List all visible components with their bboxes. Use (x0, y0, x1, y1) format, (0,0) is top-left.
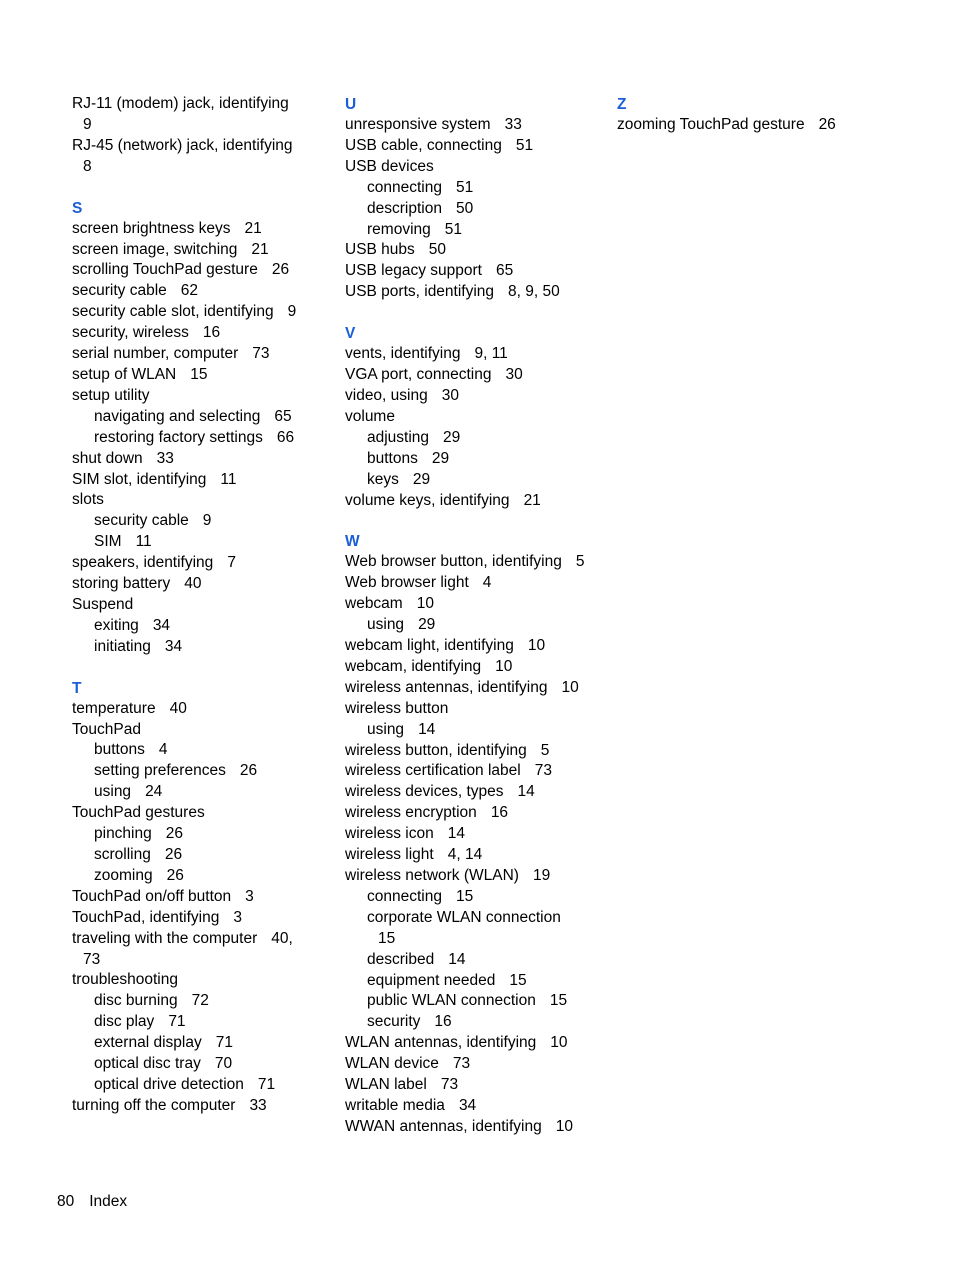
index-subentry (72, 1075, 312, 1096)
entry-term: USB ports, identifying (345, 283, 495, 301)
index-entry (72, 302, 312, 323)
entry-page-link[interactable]: 51 (444, 220, 462, 238)
entry-page-link[interactable]: 11 (220, 470, 237, 488)
entry-page-link[interactable]: 9 (202, 512, 212, 530)
entry-term: corporate WLAN connection (367, 908, 561, 926)
index-entry (72, 720, 312, 741)
entry-page-link[interactable]: 15 (549, 992, 568, 1010)
entry-term: TouchPad (72, 720, 141, 738)
entry-page-link[interactable]: 3 (233, 908, 242, 926)
entry-page-link[interactable]: 26 (239, 762, 258, 780)
entry-term: setup of WLAN (72, 365, 177, 383)
entry-page-link[interactable]: 29 (431, 449, 450, 467)
entry-term: troubleshooting (72, 971, 178, 989)
entry-term: scrolling (94, 846, 151, 863)
entry-term: speakers, identifying (72, 554, 214, 572)
entry-term: Suspend (72, 595, 134, 613)
index-entry (345, 824, 605, 845)
entry-page-link[interactable]: 33 (156, 449, 174, 467)
entry-term: security, wireless (72, 324, 189, 342)
entry-term: optical disc tray (94, 1055, 201, 1073)
entry-term: wireless encryption (345, 804, 477, 822)
section-letter: S (72, 199, 83, 217)
section-letter: V (345, 325, 356, 343)
index-entry (345, 407, 605, 428)
index-section (345, 94, 605, 303)
entry-term: described (367, 950, 435, 968)
index-section (72, 678, 312, 1117)
index-entry (345, 1075, 605, 1096)
index-subentry (72, 991, 312, 1012)
entry-page-link[interactable]: 11 (135, 533, 152, 551)
index-entry (345, 741, 605, 762)
index-entry (345, 136, 605, 157)
entry-page-link[interactable]: 21 (244, 219, 262, 237)
entry-term: temperature (72, 699, 156, 717)
entry-page-link[interactable]: 51 (455, 178, 474, 196)
index-entry (345, 782, 605, 803)
index-column-2 (345, 94, 605, 1158)
index-entry (345, 657, 605, 678)
entry-term: adjusting (367, 428, 430, 446)
entry-page-link[interactable]: 10 (561, 678, 579, 696)
entry-term: RJ-11 (modem) jack, identifying (72, 95, 289, 112)
index-subentry (72, 782, 312, 803)
index-entry (345, 699, 605, 720)
entry-term: WLAN device (345, 1055, 439, 1073)
entry-page-link[interactable]: 50 (428, 241, 447, 259)
entry-term: connecting (367, 887, 442, 905)
entry-term: wireless icon (345, 825, 434, 843)
index-entry (345, 803, 605, 824)
entry-term: security (367, 1013, 421, 1031)
entry-term: buttons (367, 449, 418, 467)
entry-term: turning off the computer (72, 1096, 236, 1114)
index-entry (72, 699, 312, 720)
entry-page-link[interactable]: 26 (166, 866, 184, 884)
entry-term: SIM (94, 533, 122, 551)
index-subentry (345, 1012, 605, 1033)
entry-term: RJ-45 (network) jack, identifying (72, 136, 293, 154)
entry-term: writable media (345, 1096, 445, 1114)
entry-page-link[interactable]: 34 (152, 616, 171, 634)
index-subentry (72, 824, 312, 845)
entry-term: keys (367, 470, 399, 488)
index-entry (72, 929, 312, 971)
index-entry (345, 282, 605, 303)
index-entry (345, 678, 605, 699)
entry-page-link[interactable]: 26 (271, 261, 290, 279)
entry-page-link[interactable]: 30 (505, 366, 523, 384)
index-subentry (72, 866, 312, 887)
index-entry (345, 240, 605, 261)
index-section (617, 94, 917, 136)
index-entry (72, 803, 312, 824)
entry-term: video, using (345, 386, 428, 404)
entry-page-link[interactable]: 4 (482, 574, 492, 592)
entry-page-link[interactable]: 8 (83, 157, 92, 175)
entry-term: TouchPad, identifying (72, 908, 220, 926)
entry-page-link[interactable]: 66 (276, 428, 295, 446)
entry-term: unresponsive system (345, 116, 491, 133)
entry-page-link[interactable]: 73 (534, 762, 552, 780)
index-entry (72, 574, 312, 595)
entry-term: USB cable, connecting (345, 136, 502, 154)
entry-term: WWAN antennas, identifying (345, 1117, 542, 1135)
index-entry (345, 552, 605, 573)
index-entry (72, 1096, 312, 1117)
index-section (345, 531, 605, 1137)
entry-page-link[interactable]: 4 (158, 741, 168, 759)
index-entry (345, 344, 605, 365)
entry-term: equipment needed (367, 971, 496, 989)
entry-page-link[interactable]: 62 (180, 282, 199, 300)
index-entry (345, 636, 605, 657)
entry-term: connecting (367, 178, 442, 196)
entry-page-link[interactable]: 9 (83, 115, 92, 133)
index-entry (72, 365, 312, 386)
entry-page-link[interactable]: 71 (168, 1013, 186, 1031)
entry-term: USB legacy support (345, 262, 482, 280)
entry-page-link[interactable]: 24 (145, 783, 163, 801)
index-subentry (72, 740, 312, 761)
entry-page-link[interactable]: 33 (249, 1096, 267, 1114)
index-subentry (345, 887, 605, 908)
index-subentry (72, 532, 312, 553)
index-entry (345, 491, 605, 512)
index-entry (345, 845, 605, 866)
index-entry (345, 1033, 605, 1054)
entry-page-link[interactable]: 16 (490, 804, 509, 822)
entry-page-link[interactable]: 10 (550, 1034, 568, 1052)
index-entry (345, 594, 605, 615)
index-subentry (72, 511, 312, 532)
entry-term: zooming (94, 866, 153, 884)
entry-term: volume keys, identifying (345, 491, 510, 509)
index-subentry (345, 908, 605, 950)
entry-page-link[interactable]: 14 (418, 720, 436, 738)
index-entry (345, 386, 605, 407)
index-entry (72, 240, 312, 261)
entry-page-link[interactable]: 65 (496, 262, 514, 280)
entry-term: webcam (345, 595, 403, 613)
index-subentry (72, 1033, 312, 1054)
entry-term: optical drive detection (94, 1075, 244, 1093)
index-entry (345, 866, 605, 887)
entry-term: scrolling TouchPad gesture (72, 261, 258, 279)
entry-term: shut down (72, 449, 143, 467)
entry-term: restoring factory settings (94, 428, 263, 446)
index-subentry (345, 950, 605, 971)
index-subentry (345, 199, 605, 220)
entry-term: SIM slot, identifying (72, 470, 207, 488)
index-entry (345, 115, 605, 136)
entry-term: wireless button, identifying (345, 741, 527, 759)
entry-term: using (367, 720, 405, 738)
entry-page-link[interactable]: 5 (540, 741, 550, 759)
entry-page-link[interactable]: 50 (455, 199, 474, 217)
index-entry (72, 386, 312, 407)
entry-term: using (367, 616, 405, 634)
index-entry (345, 157, 605, 178)
entry-page-link[interactable]: 10 (495, 657, 513, 675)
page-number: 80 (57, 1193, 75, 1210)
index-entry (72, 94, 312, 136)
entry-term: wireless network (WLAN) (345, 867, 519, 884)
entry-term: TouchPad on/off button (72, 887, 232, 905)
index-entry (345, 573, 605, 594)
index-subentry (345, 615, 605, 636)
entry-page-link[interactable]: 15 (190, 365, 208, 383)
index-subentry (72, 1054, 312, 1075)
entry-page-link[interactable]: 14 (447, 825, 465, 843)
entry-term: traveling with the computer (72, 929, 258, 947)
section-letter: Z (617, 96, 627, 113)
footer-label: Index (89, 1193, 128, 1210)
entry-term: screen brightness keys (72, 219, 231, 237)
index-entry (72, 553, 312, 574)
entry-term: using (94, 783, 132, 801)
entry-page-link[interactable]: 16 (202, 324, 221, 342)
entry-term: external display (94, 1034, 202, 1052)
index-subentry (345, 720, 605, 741)
index-subentry (72, 616, 312, 637)
entry-page-link[interactable]: 40, (271, 929, 293, 947)
entry-page-link[interactable]: 14 (517, 783, 535, 801)
entry-page-link[interactable]: 34 (458, 1096, 477, 1114)
index-entry (345, 1096, 605, 1117)
section-letter: W (345, 533, 360, 551)
index-entry (72, 136, 312, 178)
index-subentry (345, 449, 605, 470)
entry-page-link[interactable]: 26 (165, 825, 183, 843)
index-subentry (72, 761, 312, 782)
entry-term: setup utility (72, 386, 150, 404)
index-entry (72, 595, 312, 616)
entry-page-link[interactable]: 16 (434, 1013, 452, 1031)
index-subentry (72, 428, 312, 449)
entry-term: security cable slot, identifying (72, 303, 274, 321)
entry-term: TouchPad gestures (72, 804, 205, 822)
entry-term: security cable (94, 512, 189, 530)
entry-term: USB devices (345, 157, 434, 175)
entry-page-link[interactable]: 10 (555, 1117, 573, 1135)
entry-term: disc play (94, 1013, 155, 1031)
entry-term: removing (367, 220, 431, 238)
entry-term: screen image, switching (72, 240, 238, 258)
entry-term: buttons (94, 741, 145, 759)
entry-page-link[interactable]: 73 (452, 1055, 471, 1073)
entry-term: volume (345, 407, 395, 425)
entry-term: Web browser light (345, 574, 469, 592)
index-entry (72, 323, 312, 344)
entry-term: description (367, 199, 442, 217)
index-entry (72, 908, 312, 929)
index-section (72, 94, 312, 178)
entry-page-link[interactable]: 71 (257, 1075, 276, 1093)
entry-term: VGA port, connecting (345, 366, 492, 384)
index-subentry (345, 470, 605, 491)
entry-term: navigating and selecting (94, 407, 261, 425)
entry-page-link[interactable]: 51 (515, 136, 534, 154)
entry-page-link[interactable]: 29 (412, 470, 431, 488)
entry-term: webcam light, identifying (345, 637, 514, 655)
entry-page-link[interactable]: 10 (416, 595, 434, 613)
entry-page-link[interactable]: 3 (245, 887, 254, 905)
entry-page-link[interactable]: 8, 9, 50 (508, 283, 560, 301)
index-subentry (72, 845, 312, 866)
entry-page-link[interactable]: 21 (523, 491, 541, 509)
entry-term: security cable (72, 282, 167, 300)
index-entry (72, 344, 312, 365)
entry-page-link[interactable]: 30 (441, 386, 459, 404)
entry-page-link[interactable]: 71 (215, 1034, 233, 1052)
entry-term: exiting (94, 616, 139, 634)
index-entry (72, 470, 312, 491)
index-subentry (345, 178, 605, 199)
index-entry (345, 365, 605, 386)
entry-page-link[interactable]: 15 (509, 971, 527, 989)
index-entry (72, 219, 312, 240)
index-subentry (345, 971, 605, 992)
index-entry (72, 490, 312, 511)
index-entry (72, 281, 312, 302)
entry-term: USB hubs (345, 241, 415, 259)
index-entry (72, 970, 312, 991)
entry-term: storing battery (72, 575, 171, 593)
entry-page-link[interactable]: 73 (252, 345, 270, 363)
index-subentry (72, 407, 312, 428)
entry-page-link[interactable]: 73 (83, 950, 101, 968)
entry-term: disc burning (94, 992, 178, 1010)
entry-page-link[interactable]: 73 (440, 1076, 459, 1094)
index-column-3 (617, 94, 917, 156)
entry-page-link[interactable]: 14 (448, 950, 466, 968)
entry-page-link[interactable]: 26 (818, 116, 836, 133)
entry-page-link[interactable]: 40 (184, 575, 202, 593)
entry-term: slots (72, 491, 104, 509)
entry-term: serial number, computer (72, 345, 239, 363)
index-section (345, 323, 605, 511)
entry-term: WLAN antennas, identifying (345, 1034, 537, 1052)
entry-term: vents, identifying (345, 345, 461, 363)
entry-page-link[interactable]: 9 (287, 303, 297, 321)
entry-page-link[interactable]: 5 (575, 553, 585, 571)
entry-term: initiating (94, 637, 151, 655)
entry-term: zooming TouchPad gesture (617, 116, 805, 133)
entry-page-link[interactable]: 29 (443, 428, 461, 446)
index-section (72, 198, 312, 658)
index-entry (345, 761, 605, 782)
index-entry (72, 449, 312, 470)
entry-term: webcam, identifying (345, 657, 482, 675)
entry-page-link[interactable]: 29 (418, 616, 436, 634)
page-footer (57, 1191, 127, 1212)
entry-page-link[interactable]: 15 (378, 929, 396, 947)
index-entry (72, 260, 312, 281)
index-subentry (345, 428, 605, 449)
entry-term: setting preferences (94, 762, 226, 780)
entry-term: wireless antennas, identifying (345, 678, 548, 696)
index-entry (345, 1117, 605, 1138)
entry-page-link[interactable]: 70 (214, 1055, 233, 1073)
entry-page-link[interactable]: 19 (532, 867, 551, 884)
entry-term: Web browser button, identifying (345, 553, 562, 571)
index-entry (345, 1054, 605, 1075)
entry-page-link[interactable]: 4, 14 (447, 846, 483, 864)
index-subentry (72, 637, 312, 658)
section-letter: U (345, 96, 357, 113)
entry-page-link[interactable]: 34 (164, 637, 183, 655)
entry-page-link[interactable]: 15 (455, 887, 474, 905)
entry-page-link[interactable]: 26 (164, 846, 183, 863)
entry-page-link[interactable]: 21 (251, 240, 269, 258)
index-entry (345, 261, 605, 282)
entry-term: wireless button (345, 699, 449, 717)
entry-page-link[interactable]: 72 (191, 992, 209, 1010)
index-subentry (345, 220, 605, 241)
section-letter: T (72, 679, 82, 697)
entry-term: wireless devices, types (345, 783, 504, 801)
entry-term: public WLAN connection (367, 992, 536, 1010)
index-subentry (72, 1012, 312, 1033)
entry-term: wireless certification label (345, 762, 521, 780)
entry-page-link[interactable]: 10 (527, 637, 546, 655)
entry-page-link[interactable]: 9, 11 (474, 345, 508, 363)
entry-page-link[interactable]: 40 (169, 699, 187, 717)
entry-term: wireless light (345, 846, 434, 864)
entry-term: pinching (94, 825, 152, 843)
entry-page-link[interactable]: 65 (274, 407, 292, 425)
index-subentry (345, 991, 605, 1012)
index-entry (617, 115, 917, 136)
entry-page-link[interactable]: 7 (227, 554, 236, 572)
index-column-1 (72, 94, 312, 1137)
entry-term: WLAN label (345, 1076, 427, 1094)
index-entry (72, 887, 312, 908)
entry-page-link[interactable]: 33 (504, 116, 522, 133)
